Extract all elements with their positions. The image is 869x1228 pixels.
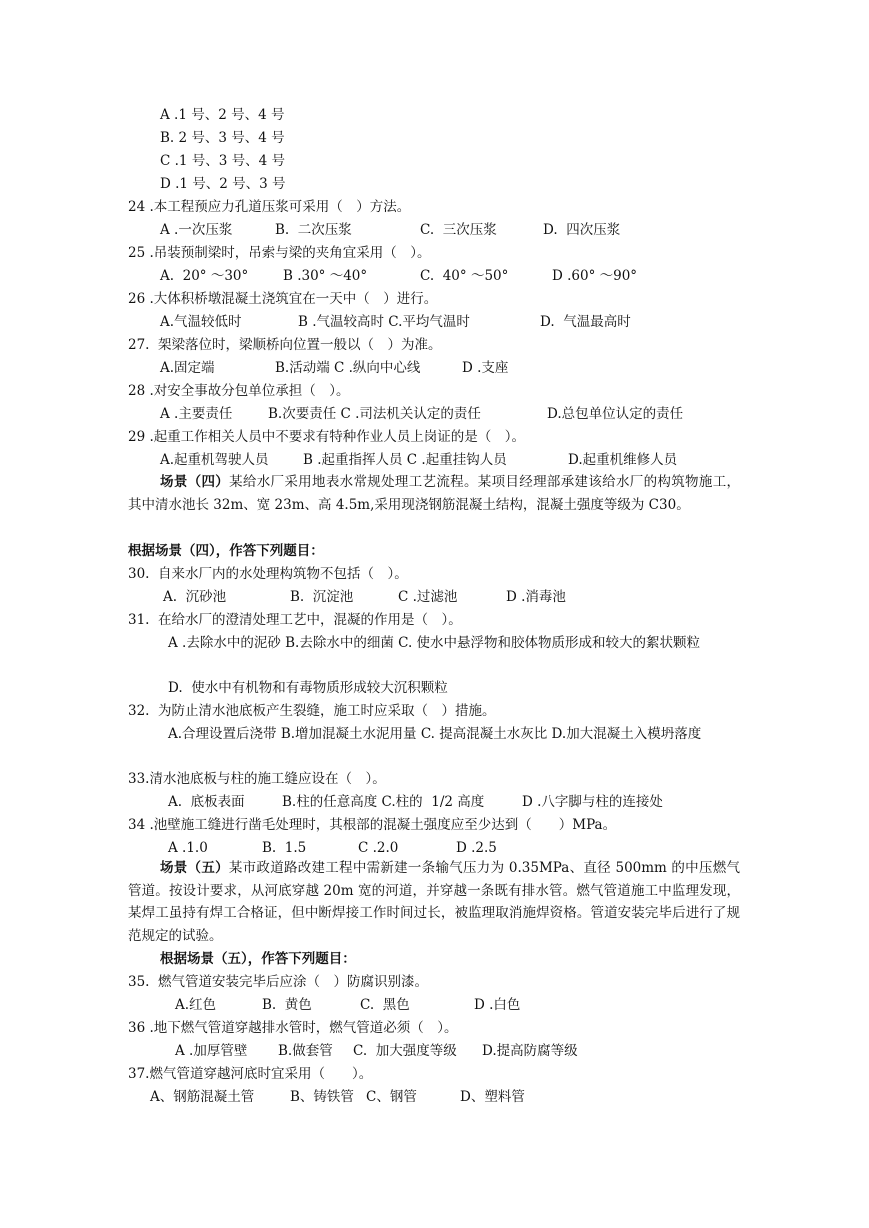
question-28: 28 .对安全事故分包单位承担（ ）。 [128, 383, 350, 399]
option-27-a: A.固定端 [160, 360, 215, 376]
question-36: 36 .地下燃气管道穿越排水管时，燃气管道必须（ ）。 [128, 1020, 458, 1036]
question-37: 37.燃气管道穿越河底时宜采用（ ）。 [128, 1066, 373, 1082]
option-36-b: B.做套管 [278, 1043, 333, 1059]
option-27-bc: B.活动端 C .纵向中心线 [275, 360, 421, 376]
option-25-c: C. 40° ～50° [420, 268, 509, 284]
option-27-d: D .支座 [462, 360, 509, 376]
scene-5-label: 场景（五） [160, 860, 229, 876]
option-29-bc: B .起重指挥人员 C .起重挂钩人员 [303, 452, 507, 468]
option-30-b: B. 沉淀池 [290, 589, 354, 605]
option-31-d: D. 使水中有机物和有毒物质形成较大沉积颗粒 [168, 680, 448, 696]
option-37-d: D、塑料管 [460, 1089, 525, 1105]
scene-5-text: 某市政道路改建工程中需新建一条输气压力为 0.35MPa、直径 500mm 的中压燃气管道。按设计要求，从河底穿越 20m 宽的河道，并穿越一条既有排水管。燃气管道施工中监理发现，某焊工虽持有焊工合格证，但中断焊接工作时间过长，被监理取消施焊资格。管道安装完毕后进行了规范规定的试验。 [128, 860, 741, 944]
option-28-bc: B.次要责任 C .司法机关认定的责任 [268, 406, 481, 422]
option-34-c: C .2.0 [358, 840, 399, 856]
option-34-a: A .1.0 [168, 840, 208, 856]
option-36-d: D.提高防腐等级 [482, 1043, 578, 1059]
question-32: 32. 为防止清水池底板产生裂缝，施工时应采取（ ）措施。 [128, 703, 496, 719]
question-34: 34 .池壁施工缝进行凿毛处理时，其根部的混凝土强度应至少达到（ ）MPa。 [128, 817, 617, 833]
option-25-a: A. 20° ～30° [160, 268, 249, 284]
option-35-b: B. 黄色 [262, 997, 312, 1013]
option-24-b: B. 二次压浆 [275, 222, 352, 238]
option-25-d: D .60° ～90° [552, 268, 638, 284]
option-31-abc: A .去除水中的泥砂 B.去除水中的细菌 C. 使水中悬浮物和胶体物质形成和较大的絮状颗粒 [168, 635, 701, 651]
question-29: 29 .起重工作相关人员中不要求有特种作业人员上岗证的是（ ）。 [128, 429, 526, 445]
question-30: 30. 自来水厂内的水处理构筑物不包括（ ）。 [128, 566, 408, 582]
option-26-bc: B .气温较高时 C.平均气温时 [298, 314, 470, 330]
option-29-d: D.起重机维修人员 [568, 452, 678, 468]
option-23-b: B. 2 号、3 号、4 号 [160, 130, 285, 146]
option-23-d: D .1 号、2 号、3 号 [160, 176, 286, 192]
option-26-d: D. 气温最高时 [540, 314, 631, 330]
scene-5-heading: 根据场景（五），作答下列题目： [160, 951, 356, 967]
option-24-d: D. 四次压浆 [543, 222, 621, 238]
option-25-b: B .30° ～40° [283, 268, 368, 284]
option-37-b: B、铸铁管 [290, 1089, 354, 1105]
option-35-a: A.红色 [175, 997, 217, 1013]
option-36-a: A .加厚管壁 [175, 1043, 248, 1059]
option-35-d: D .白色 [474, 997, 521, 1013]
question-26: 26 .大体积桥墩混凝土浇筑宜在一天中（ ）进行。 [128, 291, 438, 307]
question-31: 31. 在给水厂的澄清处理工艺中，混凝的作用是（ ）。 [128, 612, 462, 628]
scene-5-paragraph [128, 857, 740, 947]
option-30-c: C .过滤池 [398, 589, 458, 605]
question-25: 25 .吊装预制梁时，吊索与梁的夹角宜采用（ ）。 [128, 245, 431, 261]
option-33-a: A. 底板表面 [168, 794, 245, 810]
question-33: 33.清水池底板与柱的施工缝应设在（ ）。 [128, 771, 386, 787]
option-28-d: D.总包单位认定的责任 [547, 406, 684, 422]
scene-4-text: 某给水厂采用地表水常规处理工艺流程。某项目经理部承建该给水厂的构筑物施工，其中清水池长 32m、宽 23m、高 4.5m,采用现浇钢筋混凝土结构，混凝土强度等级为 C30。 [128, 474, 741, 513]
scene-4-heading: 根据场景（四），作答下列题目： [128, 543, 324, 559]
option-35-c: C. 黑色 [360, 997, 410, 1013]
scene-4-label: 场景（四） [160, 474, 230, 490]
option-26-a: A.气温较低时 [160, 314, 242, 330]
option-24-a: A .一次压浆 [160, 222, 233, 238]
option-23-c: C .1 号、3 号、4 号 [160, 153, 286, 169]
scene-4-paragraph [128, 471, 740, 516]
option-34-b: B. 1.5 [262, 840, 307, 856]
option-37-a: A、钢筋混凝土管 [150, 1089, 255, 1105]
question-24: 24 .本工程预应力孔道压浆可采用（ ）方法。 [128, 199, 411, 215]
question-35: 35. 燃气管道安装完毕后应涂（ ）防腐识别漆。 [128, 974, 429, 990]
option-28-a: A .主要责任 [160, 406, 233, 422]
option-29-a: A.起重机驾驶人员 [160, 452, 269, 468]
option-34-d: D .2.5 [456, 840, 497, 856]
option-23-a: A .1 号、2 号、4 号 [160, 107, 285, 123]
option-24-c: C. 三次压浆 [420, 222, 497, 238]
option-33-bc: B.柱的任意高度 C.柱的 1/2 高度 [282, 794, 485, 810]
question-27: 27. 架梁落位时，梁顺桥向位置一般以（ ）为准。 [128, 337, 442, 353]
option-37-c: C、钢管 [366, 1089, 417, 1105]
option-30-a: A. 沉砂池 [163, 589, 227, 605]
option-36-c: C. 加大强度等级 [353, 1043, 457, 1059]
option-33-d: D .八字脚与柱的连接处 [522, 794, 663, 810]
option-30-d: D .消毒池 [506, 589, 566, 605]
options-32: A.合理设置后浇带 B.增加混凝土水泥用量 C. 提高混凝土水灰比 D.加大混凝土入模坍落度 [168, 726, 702, 742]
